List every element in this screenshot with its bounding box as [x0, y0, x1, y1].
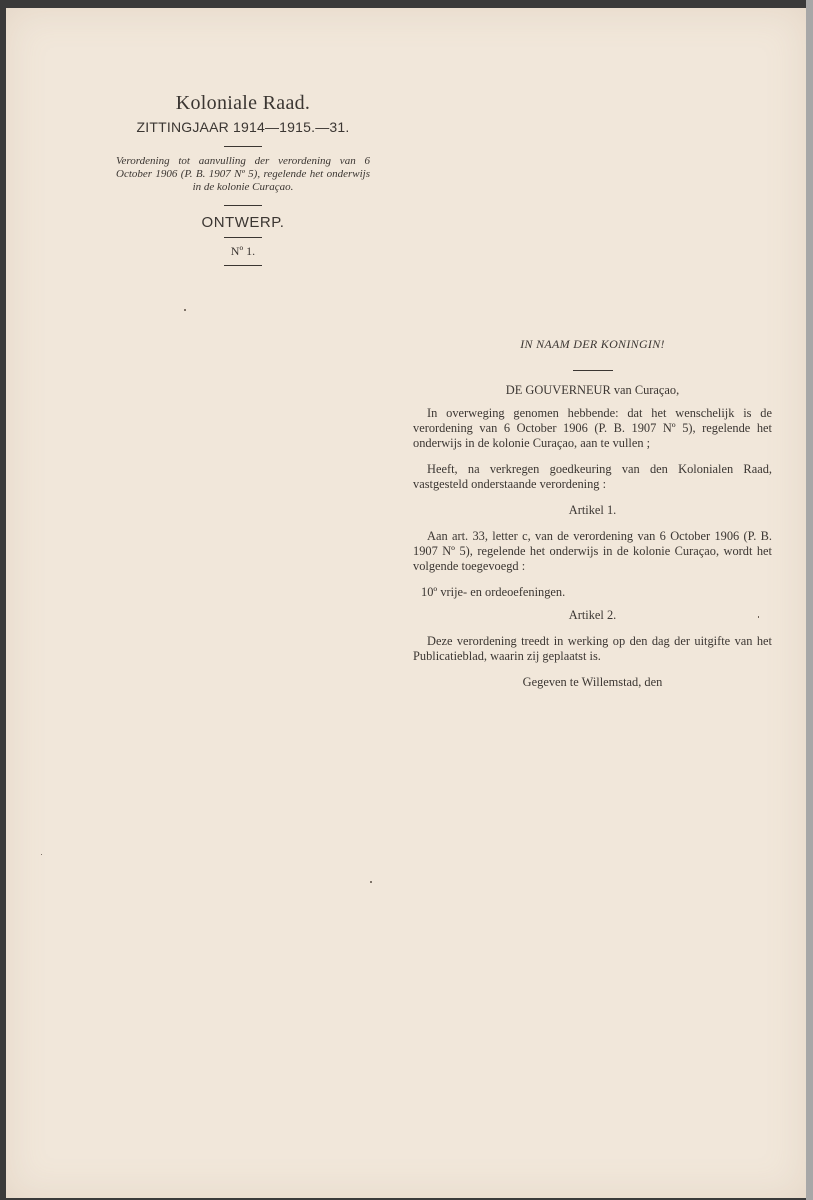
council-title: Koloniale Raad.	[175, 92, 311, 114]
scan-edge	[806, 0, 813, 1200]
draft-label: ONTWERP.	[201, 214, 285, 231]
ordinance-body	[413, 337, 772, 690]
paper-speck	[41, 854, 42, 855]
divider	[224, 265, 262, 266]
divider	[224, 146, 262, 147]
paper-speck	[370, 881, 372, 883]
divider	[224, 205, 262, 206]
divider	[573, 370, 613, 371]
divider	[224, 237, 262, 238]
signing-line: Gegeven te Willemstad, den	[522, 675, 663, 689]
governor-line: DE GOUVERNEUR van Curaçao,	[505, 383, 680, 397]
ordinance-subject: Verordening tot aanvulling der verordening van 6 October 1906 (P. B. 1907 Nº 5), regelende het onderwijs in de kolonie Curaçao.	[116, 155, 370, 193]
session-year: ZITTINGJAAR 1914—1915.—31.	[136, 119, 350, 135]
approval-paragraph: Heeft, na verkregen goedkeuring van den Kolonialen Raad, vastgesteld onderstaande verordening :	[413, 462, 772, 491]
article-2-text: Deze verordening treedt in werking op den dag der uitgifte van het Publicatieblad, waarin zij geplaatst is.	[413, 634, 772, 663]
document-header	[112, 92, 374, 274]
considering-paragraph: In overweging genomen hebbende: dat het wenschelijk is de verordening van 6 October 1906 (P. B. 1907 Nº 5), regelende het onderwijs in de kolonie Curaçao, aan te vullen ;	[413, 406, 772, 450]
paper-speck	[758, 616, 759, 618]
article-1-item: 10º vrije- en ordeoefeningen.	[421, 585, 566, 599]
invocation: IN NAAM DER KONINGIN!	[520, 337, 665, 351]
article-1-text: Aan art. 33, letter c, van de verordening van 6 October 1906 (P. B. 1907 Nº 5), regelende het onderwijs in de kolonie Curaçao, wordt het volgende toegevoegd :	[413, 529, 772, 573]
article-2-heading: Artikel 2.	[568, 608, 617, 622]
paper-speck	[184, 309, 186, 311]
article-1-heading: Artikel 1.	[568, 503, 617, 517]
document-page	[6, 8, 806, 1198]
draft-number: Nº 1.	[230, 244, 256, 258]
